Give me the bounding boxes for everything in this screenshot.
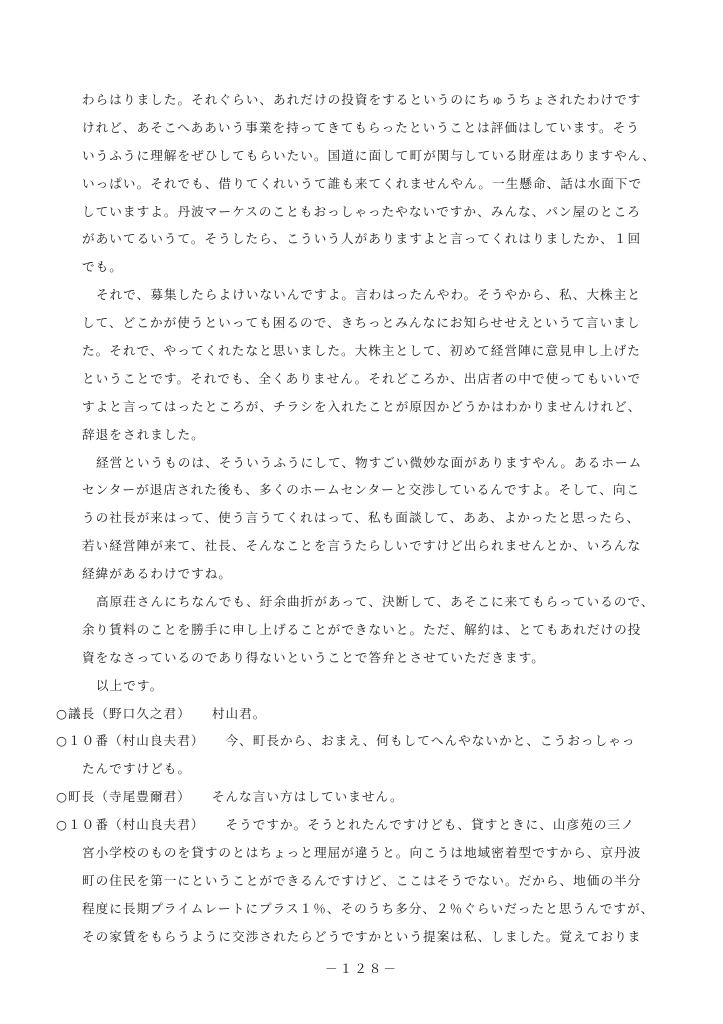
- text-line: その家賃をもらうように交渉されたらどうですかという提案は私、しました。覚えておりま: [82, 928, 642, 944]
- text-line: 若い経営陣が来て、社長、そんなことを言うたらしいですけど出られませんとか、いろんな: [82, 538, 642, 554]
- text-line: 程度に長期プライムレートにプラス１％、そのうち多分、２％ぐらいだったと思うんですが、: [82, 900, 655, 916]
- text-line: ということです。それでも、全くありません。それどころか、出店者の中で使ってもいいで: [82, 370, 642, 386]
- text-line: いうふうに理解をぜひしてもらいたい。国道に面して町が関与している財産はありますやん、: [82, 147, 656, 163]
- text-line: けれど、あそこへああいう事業を持ってきてもらったということは評価はしています。そう: [82, 119, 640, 135]
- text-line: があいてるいうて。そうしたら、こういう人がありますよと言ってくれはりましたか、１回: [82, 231, 642, 247]
- text-line: たんですけども。: [82, 761, 192, 777]
- speaker-line: ○議長（野口久之君） 村山君。: [56, 705, 267, 721]
- speaker-line: ○１０番（村山良夫君） そうですか。そうとれたんですけども、貸すときに、山彦苑の三ノ: [56, 817, 635, 833]
- text-line: センターが退店された後も、多くのホームセンターと交渉しているんですよ。そして、向こ: [82, 482, 641, 498]
- text-line: 以上です。: [96, 677, 164, 693]
- text-line: 高原荘さんにちなんでも、紆余曲折があって、決断して、あそこに来てもらっているので、: [96, 594, 655, 610]
- text-line: していますよ。丹波マーケスのこともおっしゃったやないですか、みんな、パン屋のところ: [82, 203, 641, 219]
- text-line: すよと言ってはったところが、チラシを入れたことが原因かどうかはわかりませんけれど、: [82, 398, 642, 414]
- text-line: それで、募集したらよけいないんですよ。言わはったんやわ。そうやから、私、大株主と: [96, 287, 641, 303]
- text-line: でも。: [82, 259, 123, 275]
- text-line: 資をなさっているのであり得ないということで答弁とさせていただきます。: [82, 649, 545, 665]
- text-line: わらはりました。それぐらい、あれだけの投資をするというのにちゅうちょされたわけです: [82, 92, 642, 107]
- text-line: して、どこかが使うといっても困るので、きちっとみんなにお知らせせえというて言いまし: [82, 315, 641, 331]
- text-line: 余り賃料のことを勝手に申し上げることができないと。ただ、解約は、とてもあれだけの投: [82, 621, 642, 637]
- text-line: 宮小学校のものを貸すのとはちょっと理屈が違うと。向こうは地域密着型ですから、京丹波: [82, 845, 642, 861]
- text-line: うの社長が来はって、使う言うてくれはって、私も面談して、ああ、よかったと思ったら、: [82, 510, 641, 526]
- transcript-body: [56, 86, 688, 951]
- text-line: いっぱい。それでも、借りてくれいうて誰も来てくれませんやん。一生懸命、話は水面下で: [82, 175, 643, 191]
- text-line: 辞退をされました。: [82, 426, 205, 442]
- page-number: －１２８－: [325, 961, 398, 976]
- speaker-line: ○１０番（村山良夫君） 今、町長から、おまえ、何もしてへんやないかと、こうおっしゃっ: [56, 733, 636, 749]
- text-line: 経緯があるわけですね。: [82, 566, 233, 582]
- text-line: 町の住民を第一にということができるんですけど、ここはそうでない。だから、地価の半分: [82, 872, 642, 888]
- text-line: た。それで、やってくれたなと思いました。大株主として、初めて経営陣に意見申し上げた: [82, 343, 641, 359]
- speaker-line: ○町長（寺尾豊爾君） そんな言い方はしていません。: [56, 789, 404, 805]
- text-line: 経営というものは、そういうふうにして、物すごい微妙な面がありますやん。あるホーム: [96, 454, 643, 470]
